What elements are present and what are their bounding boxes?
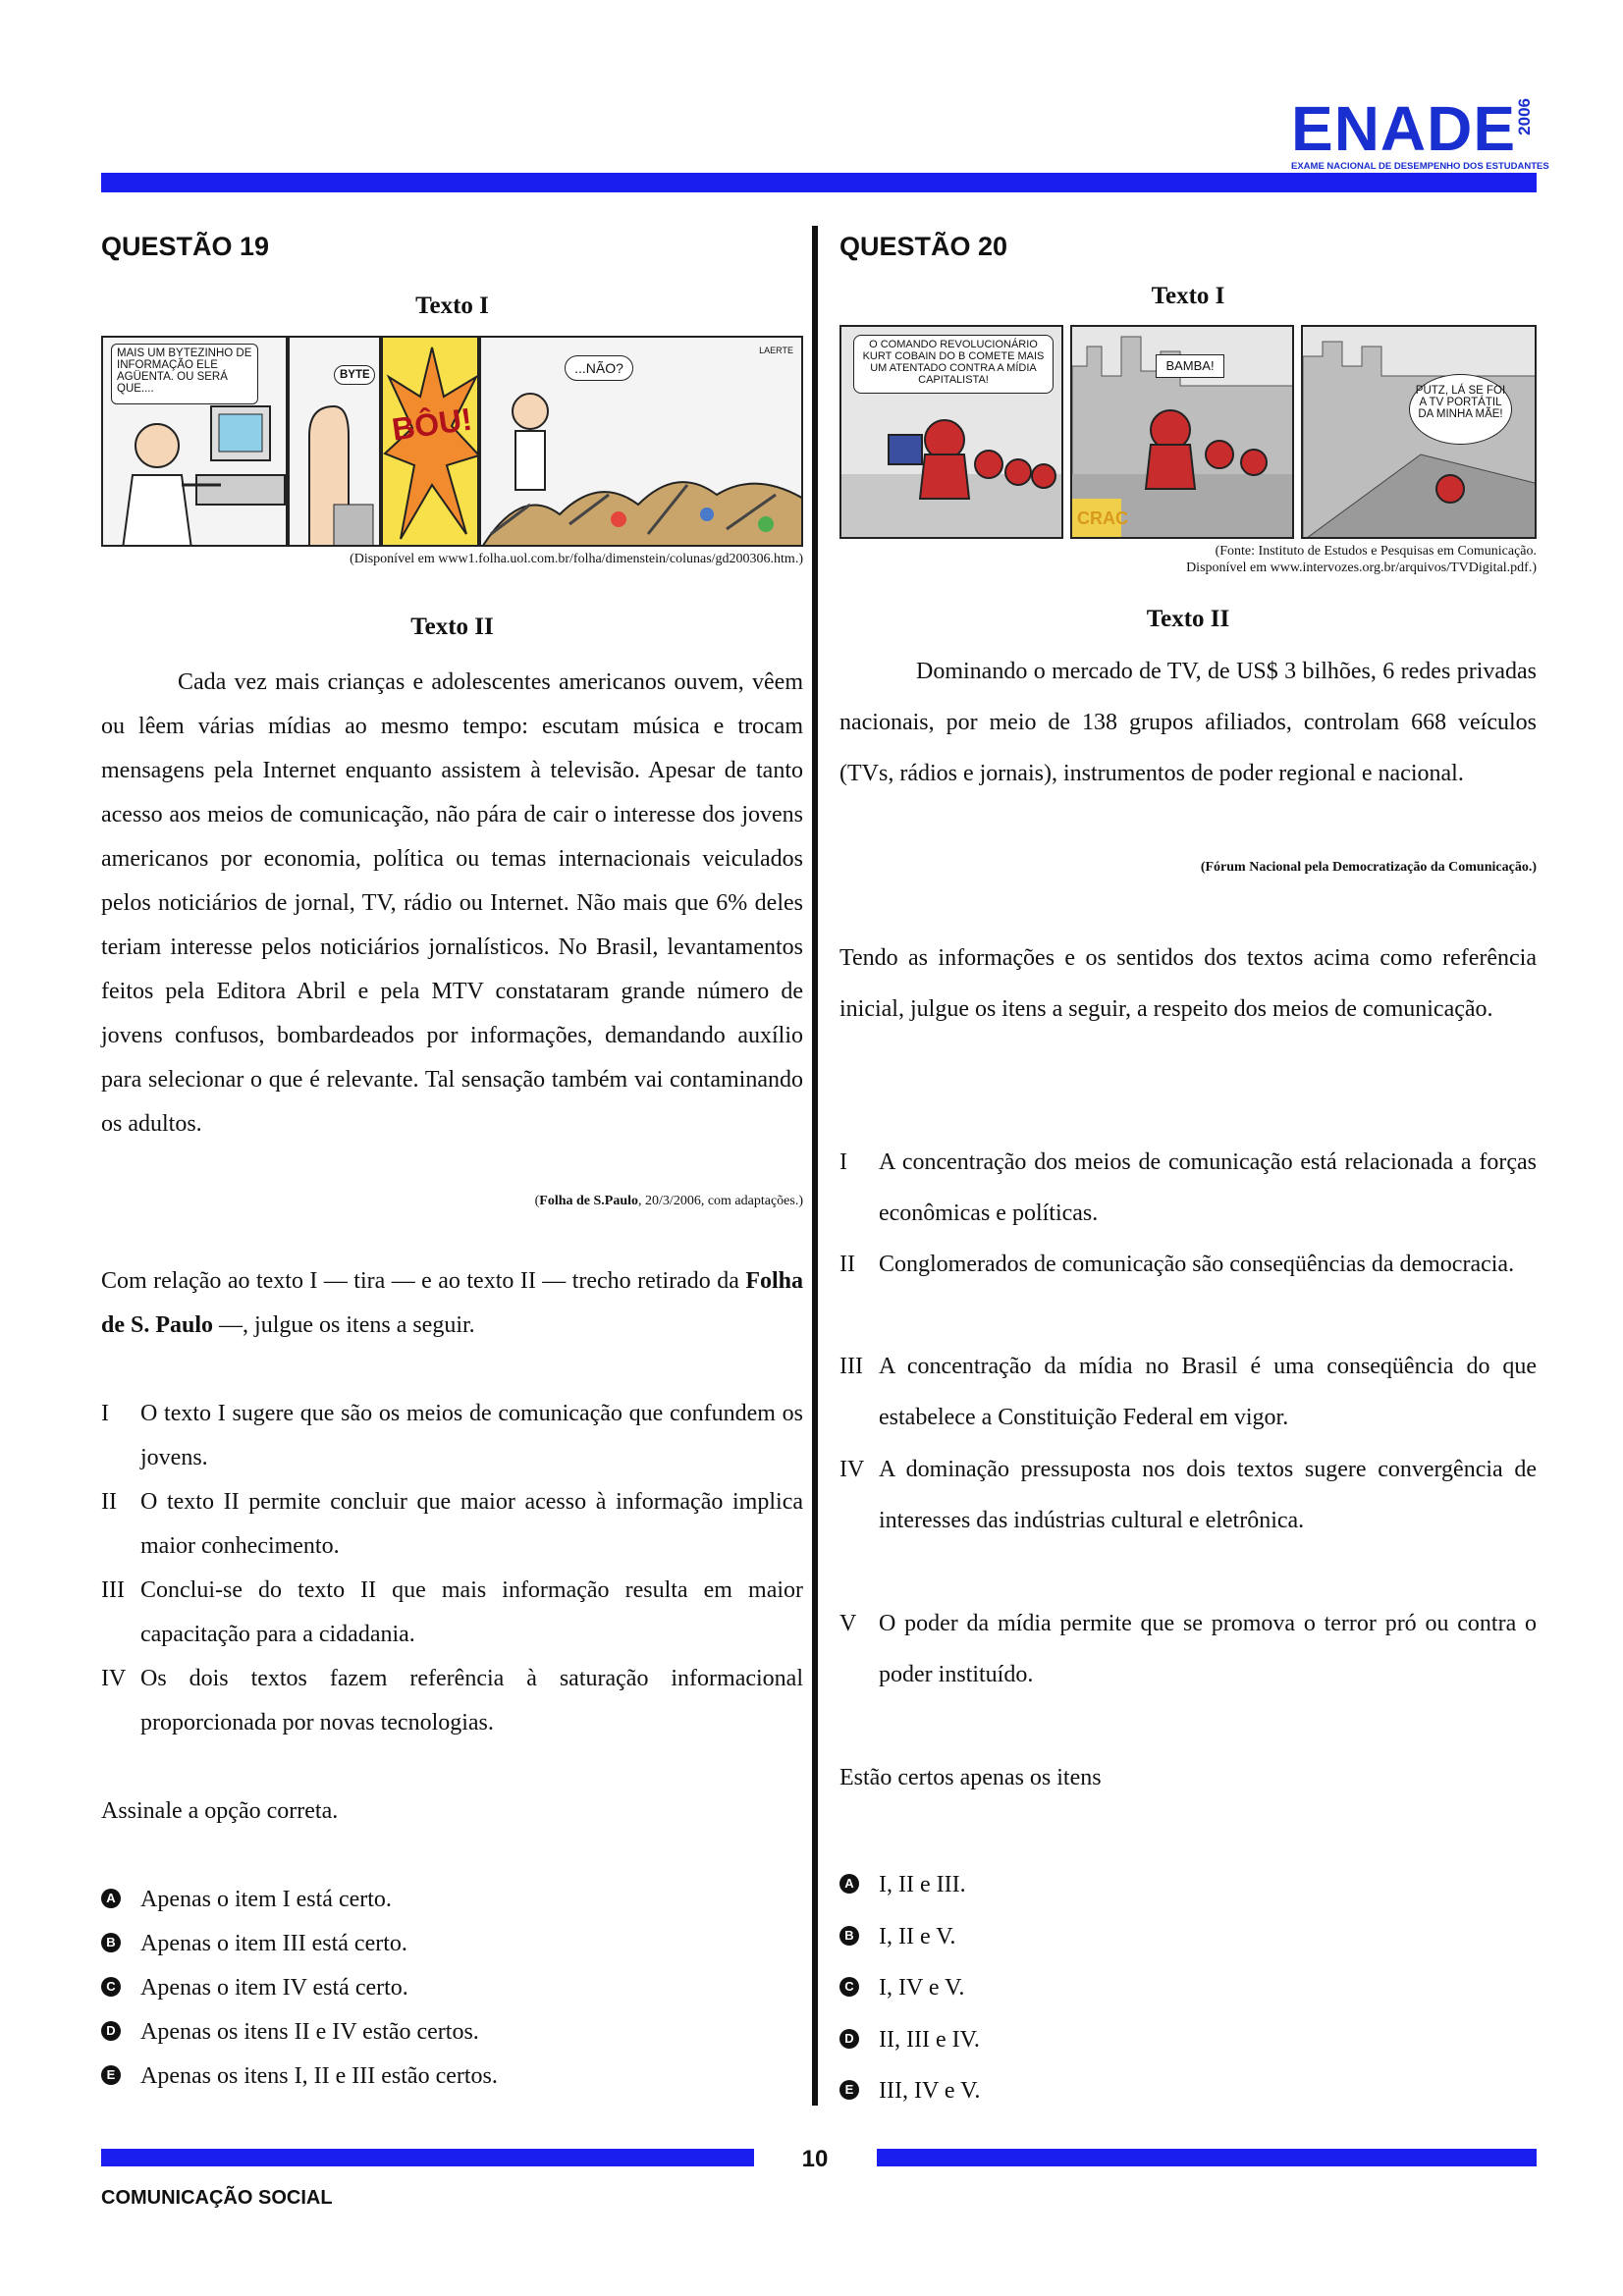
q20-texto2-body: Dominando o mercado de TV, de US$ 3 bilhões, 6 redes privadas nacionais, por meio de 138 grupos afiliados, controlam 668 veículos (TVs, rádios e jornais), instrumentos de poder regional e nacional. (839, 659, 1537, 786)
q19-item-2: II O texto II permite concluir que maior acesso à informação implica maior conhecimento. (101, 1489, 803, 1559)
q20-texto2-title: Texto II (1146, 606, 1230, 632)
q19-texto2-title: Texto II (410, 614, 494, 640)
q20-item-3: III A concentração da mídia no Brasil é uma conseqüência do que estabelece a Constituição Federal em vigor. (839, 1354, 1537, 1430)
q20-option-b[interactable]: B I, II e V. (839, 1922, 955, 1951)
q19-option-d[interactable]: D Apenas os itens II e IV estão certos. (101, 2017, 479, 2047)
q20-texto1-title: Texto I (1151, 283, 1225, 309)
q19-comic-panel-4 (479, 336, 803, 547)
q20-item-2: II Conglomerados de comunicação são conseqüências da democracia. (839, 1252, 1515, 1277)
header-bar (101, 173, 1537, 192)
q19-comic-panel-3 (381, 336, 479, 547)
q19-texto1-caption: (Disponível em www1.folha.uol.com.br/folha/dimenstein/colunas/gd200306.htm.) (350, 552, 803, 566)
q20-option-c[interactable]: C I, IV e V. (839, 1973, 964, 2002)
q20-comic-panel-3 (1301, 325, 1537, 539)
q19-item-1: I O texto I sugere que são os meios de comunicação que confundem os jovens. (101, 1401, 803, 1470)
q19-comic-nao: ...NÃO? (565, 355, 633, 381)
logo-year: 2006 (1515, 98, 1534, 135)
q20-comic-drawing-3 (1303, 327, 1537, 539)
q20-comic-strip (839, 325, 1537, 539)
q20-prompt: Tendo as informações e os sentidos dos textos acima como referência inicial, julgue os itens a seguir, a respeito dos meios de comunicação. (839, 945, 1537, 1022)
q19-comic-signature: LAERTE (759, 346, 793, 355)
q19-option-a[interactable]: A Apenas o item I está certo. (101, 1885, 392, 1914)
q19-option-e[interactable]: E Apenas os itens I, II e III estão certos. (101, 2061, 498, 2091)
q20-comic-panel-2 (1070, 325, 1294, 539)
q19-option-b[interactable]: B Apenas o item III está certo. (101, 1929, 407, 1958)
q19-title: QUESTÃO 19 (101, 232, 270, 261)
q20-comic-speech-3: PUTZ, LÁ SE FOI A TV PORTÁTIL DA MINHA MÃE! (1409, 374, 1512, 445)
q20-comic-speech-2: BAMBA! (1156, 354, 1224, 378)
q19-comic-panel-1 (101, 336, 288, 547)
q20-title: QUESTÃO 20 (839, 232, 1008, 261)
q20-texto2-source: (Fórum Nacional pela Democratização da Comunicação.) (1200, 860, 1537, 875)
q19-comic-panel-2 (288, 336, 381, 547)
q19-instruction: Assinale a opção correta. (101, 1798, 339, 1824)
q19-comic-strip (101, 336, 803, 547)
q19-texto2-source: (Folha de S.Paulo, 20/3/2006, com adaptações.) (534, 1194, 803, 1208)
q19-prompt: Com relação ao texto I — tira — e ao texto II — trecho retirado da Folha de S. Paulo —, julgue os itens a seguir. (101, 1268, 803, 1338)
q20-option-e[interactable]: E III, IV e V. (839, 2076, 980, 2106)
q19-comic-drawing-4 (481, 338, 803, 547)
logo-subtitle: EXAME NACIONAL DE DESEMPENHO DOS ESTUDANTES (1291, 161, 1549, 172)
q19-option-c[interactable]: C Apenas o item IV está certo. (101, 1973, 408, 2002)
q20-instruction: Estão certos apenas os itens (839, 1765, 1102, 1790)
q20-item-5: V O poder da mídia permite que se promova o terror pró ou contra o poder instituído. (839, 1611, 1537, 1687)
course-name: COMUNICAÇÃO SOCIAL (101, 2187, 333, 2209)
q19-item-4: IV Os dois textos fazem referência à saturação informacional proporcionada por novas tecnologias. (101, 1666, 803, 1735)
q19-comic-drawing-1 (103, 338, 288, 547)
logo-text: ENADE (1291, 93, 1517, 164)
q20-option-d[interactable]: D II, III e IV. (839, 2025, 980, 2055)
q19-texto2-body: Cada vez mais crianças e adolescentes americanos ouvem, vêem ou lêem várias mídias ao mesmo tempo: escutam música e trocam mensagens pela Internet enquanto assistem à televisão. Apesar de tanto acesso aos meios de comunicação, não pára de cair o interesse dos jovens americanos por economia, política ou temas internacionais veiculados pelos noticiários de jornal, TV, rádio ou Internet. Não mais que 6% deles teriam interesse pelos noticiários jornalísticos. No Brasil, levantamentos feitos pela Editora Abril e pela MTV constataram grande número de jovens confusos, bombardeados por informações, demandando auxílio para selecionar o que é relevante. Tal sensação também vai contaminando os adultos. (101, 669, 803, 1137)
q20-comic-panel-1 (839, 325, 1063, 539)
q20-item-1: I A concentração dos meios de comunicação está relacionada a forças econômicas e políticas. (839, 1149, 1537, 1226)
q19-comic-speech-1: MAIS UM BYTEZINHO DE INFORMAÇÃO ELE AGÜENTA. OU SERÁ QUE.... (111, 344, 258, 404)
page-number: 10 (801, 2146, 829, 2172)
q20-option-a[interactable]: A I, II e III. (839, 1870, 966, 1899)
q19-prompt-bold: Folha de S. Paulo (101, 1268, 803, 1338)
footer-bar-left (101, 2149, 754, 2166)
q20-comic-crac: CRAC (1077, 508, 1128, 528)
q20-comic-speech-1: O COMANDO REVOLUCIONÁRIO KURT COBAIN DO B COMETE MAIS UM ATENTADO CONTRA A MÍDIA CAPITALISTA! (853, 335, 1054, 394)
enade-logo (1291, 93, 1549, 175)
q19-comic-bou: BÔU! (389, 400, 474, 448)
q19-texto1-title: Texto I (415, 293, 489, 319)
q19-source-bold: Folha de S.Paulo (539, 1194, 639, 1208)
q19-item-3: III Conclui-se do texto II que mais informação resulta em maior capacitação para a cidadania. (101, 1577, 803, 1647)
q19-comic-byte: BYTE (334, 365, 375, 385)
footer-bar-right (877, 2149, 1537, 2166)
column-divider (812, 226, 818, 2106)
q20-item-4: IV A dominação pressuposta nos dois textos sugere convergência de interesses das indústrias cultural e eletrônica. (839, 1457, 1537, 1533)
q20-texto1-caption: (Fonte: Instituto de Estudos e Pesquisas em Comunicação. Disponível em www.intervozes.org.br/arquivos/TVDigital.pdf.) (1186, 544, 1537, 575)
